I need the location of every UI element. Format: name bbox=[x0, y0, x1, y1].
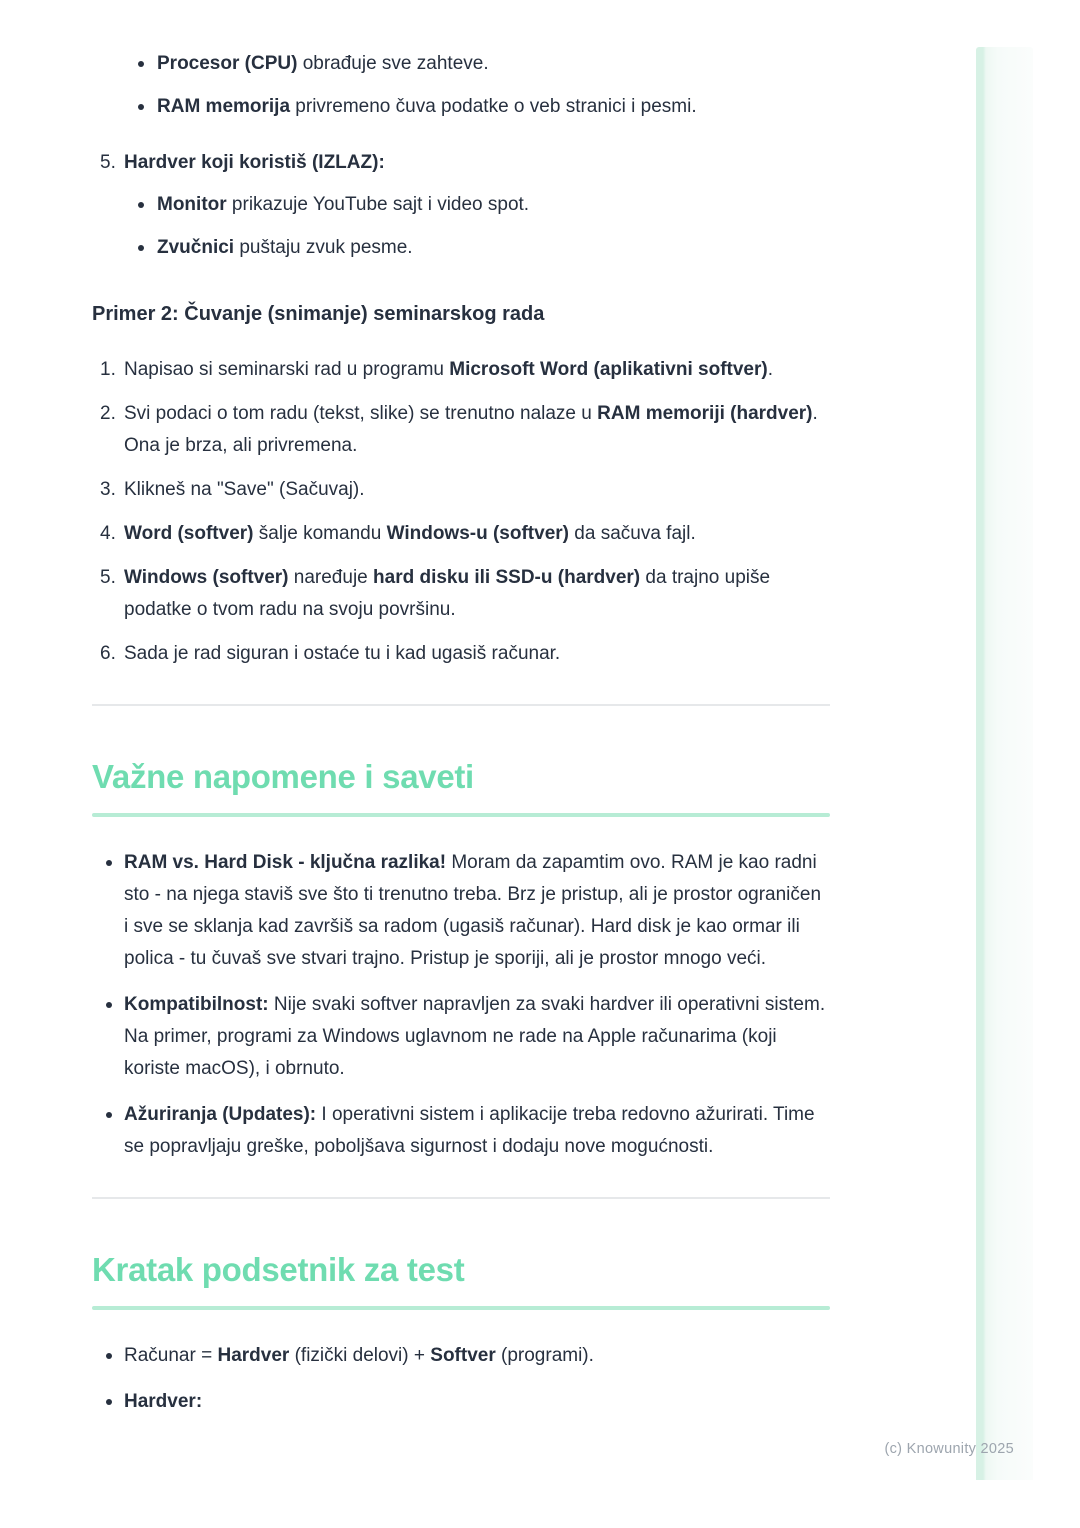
text-segment: Hardver: bbox=[124, 1391, 203, 1412]
step-number: 2. bbox=[100, 403, 116, 424]
numbered-item-5 bbox=[92, 147, 830, 179]
text-segment: RAM memoriji (hardver) bbox=[597, 403, 813, 424]
list-item bbox=[92, 1340, 830, 1372]
text-segment: RAM vs. Hard Disk - ključna razlika! bbox=[124, 852, 447, 873]
step-text bbox=[124, 562, 830, 626]
step-item bbox=[92, 562, 830, 626]
section-divider bbox=[92, 704, 830, 706]
step-number: 1. bbox=[100, 359, 116, 380]
list-item bbox=[92, 989, 830, 1085]
section-divider bbox=[92, 1197, 830, 1199]
izlaz-bullet-list bbox=[92, 189, 830, 264]
text-segment: puštaju zvuk pesme. bbox=[234, 237, 413, 258]
text-segment: Monitor bbox=[157, 194, 227, 215]
primer2-heading: Primer 2: Čuvanje (snimanje) seminarskog rada bbox=[92, 303, 545, 325]
text-segment: Windows (softver) bbox=[124, 567, 289, 588]
podsetnik-section-heading: Kratak podsetnik za test bbox=[92, 1251, 465, 1288]
list-item bbox=[92, 48, 830, 80]
text-segment: hard disku ili SSD-u (hardver) bbox=[373, 567, 641, 588]
text-segment: da sačuva fajl. bbox=[569, 523, 696, 544]
document-content bbox=[92, 0, 830, 1432]
text-segment: naređuje bbox=[288, 567, 374, 588]
text-segment: Računar = bbox=[124, 1345, 218, 1366]
numbered-item-title bbox=[124, 147, 385, 179]
text-segment: šalje komandu bbox=[253, 523, 387, 544]
text-segment: Svi podaci o tom radu (tekst, slike) se trenutno nalaze u bbox=[124, 403, 598, 424]
text-segment: (programi). bbox=[495, 1345, 594, 1366]
text-segment: da trajno upiše podatke o tvom radu na svoju površinu. bbox=[124, 567, 771, 620]
step-text bbox=[124, 518, 830, 550]
text-segment: Hardver bbox=[217, 1345, 290, 1366]
text-segment: RAM memorija bbox=[157, 96, 291, 117]
list-item bbox=[92, 232, 830, 264]
step-text bbox=[124, 398, 830, 462]
text-segment: Sada je rad siguran i ostaće tu i kad ugasiš računar. bbox=[124, 643, 561, 664]
step-number: 5. bbox=[100, 567, 116, 588]
text-segment: I operativni sistem i aplikacije treba redovno ažurirati. Time se popravljaju greške, poboljšava sigurnost i dodaju nove mogućnosti. bbox=[124, 1104, 815, 1157]
step-text bbox=[124, 638, 830, 670]
text-segment: Procesor (CPU) bbox=[157, 53, 298, 74]
text-segment: Windows-u (softver) bbox=[386, 523, 569, 544]
text-segment: obrađuje sve zahteve. bbox=[297, 53, 489, 74]
step-item bbox=[92, 518, 830, 550]
step-item bbox=[92, 398, 830, 462]
heading-underline bbox=[92, 1306, 830, 1310]
text-segment: Zvučnici bbox=[157, 237, 235, 258]
text-segment: Hardver koji koristiš (IZLAZ): bbox=[124, 152, 385, 173]
list-item bbox=[92, 189, 830, 221]
list-item bbox=[92, 847, 830, 975]
intro-bullet-list bbox=[92, 48, 830, 123]
text-segment: . Ona je brza, ali privremena. bbox=[124, 403, 818, 456]
list-item bbox=[92, 1386, 830, 1418]
step-text bbox=[124, 474, 830, 506]
text-segment: Klikneš na "Save" (Sačuvaj). bbox=[124, 479, 365, 500]
text-segment: Microsoft Word (aplikativni softver) bbox=[449, 359, 768, 380]
text-segment: Kompatibilnost: bbox=[124, 994, 269, 1015]
napomene-bullet-list bbox=[92, 847, 830, 1163]
text-segment: Nije svaki softver napravljen za svaki hardver ili operativni sistem. Na primer, programi za Windows uglavnom ne rade na Apple računarima (koji koriste macOS), i obrnuto. bbox=[124, 994, 826, 1079]
list-item bbox=[92, 91, 830, 123]
text-segment: prikazuje YouTube sajt i video spot. bbox=[226, 194, 530, 215]
text-segment: privremeno čuva podatke o veb stranici i pesmi. bbox=[290, 96, 697, 117]
copyright-footer: (c) Knowunity 2025 bbox=[884, 1441, 1014, 1457]
podsetnik-bullet-list bbox=[92, 1340, 830, 1418]
text-segment: Moram da zapamtim ovo. RAM je kao radni sto - na njega staviš sve što ti trenutno treba. Brz je pristup, ali je prostor ograničen i sve se sklanja kad završiš sa radom (ugasiš računar). Hard disk je kao ormar ili polica - tu čuvaš sve stvari trajno. Pristup je sporiji, ali je prostor mnogo veći. bbox=[124, 852, 822, 969]
primer2-step-list bbox=[92, 354, 830, 670]
heading-underline bbox=[92, 813, 830, 817]
step-number: 4. bbox=[100, 523, 116, 544]
text-segment: Word (softver) bbox=[124, 523, 254, 544]
step-item bbox=[92, 638, 830, 670]
step-item bbox=[92, 474, 830, 506]
step-item bbox=[92, 354, 830, 386]
text-segment: Napisao si seminarski rad u programu bbox=[124, 359, 450, 380]
text-segment: . bbox=[767, 359, 773, 380]
step-number: 6. bbox=[100, 643, 116, 664]
text-segment: (fizički delovi) + bbox=[289, 1345, 431, 1366]
list-item bbox=[92, 1099, 830, 1163]
right-accent-bar bbox=[976, 47, 1033, 1480]
text-segment: Softver bbox=[430, 1345, 496, 1366]
step-number: 3. bbox=[100, 479, 116, 500]
step-text bbox=[124, 354, 830, 386]
text-segment: Ažuriranja (Updates): bbox=[124, 1104, 317, 1125]
napomene-section-heading: Važne napomene i saveti bbox=[92, 758, 474, 795]
list-item-number: 5. bbox=[100, 152, 116, 173]
